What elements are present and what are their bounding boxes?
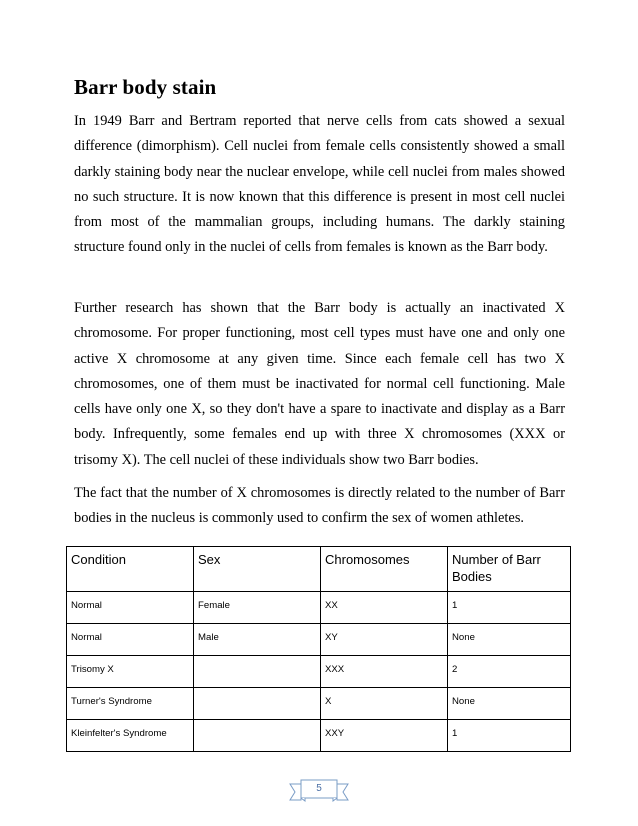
paragraph-1: In 1949 Barr and Bertram reported that nerve cells from cats showed a sexual difference (dimorphism). Cell nuclei from female cells consistently showed a small darkly staining body near the nuclear envelope, while cell nuclei from males showed no such structure. It is now known that this difference is present in most cell nuclei from most of the mammalian groups, including humans. The darkly staining structure found only in the nuclei of cells from females is known as the Barr body.: [74, 113, 565, 256]
cell-chromosomes: XX: [321, 592, 448, 624]
cell-chromosomes: X: [321, 688, 448, 720]
page-number-ribbon: [289, 778, 349, 802]
header-barr-bodies: Number of Barr Bodies: [448, 547, 571, 592]
paragraph-3: The fact that the number of X chromosomes is directly related to the number of Barr bodies in the nucleus is commonly used to confirm the sex of women athletes.: [74, 485, 565, 527]
header-condition: Condition: [67, 547, 194, 592]
cell-sex: [194, 720, 321, 752]
cell-sex: [194, 688, 321, 720]
table-row: [67, 720, 571, 752]
cell-condition: Trisomy X: [67, 656, 194, 688]
cell-chromosomes: XXX: [321, 656, 448, 688]
cell-sex: [194, 656, 321, 688]
table-row: [67, 592, 571, 624]
header-chromosomes: Chromosomes: [321, 547, 448, 592]
table-row: [67, 688, 571, 720]
cell-condition: Normal: [67, 624, 194, 656]
cell-chromosomes: XY: [321, 624, 448, 656]
barr-body-table: [66, 546, 571, 752]
table-row: [67, 624, 571, 656]
cell-barr-bodies: None: [448, 688, 571, 720]
table-row: [67, 656, 571, 688]
header-sex: Sex: [194, 547, 321, 592]
cell-sex: Female: [194, 592, 321, 624]
cell-sex: Male: [194, 624, 321, 656]
document-title: Barr body stain: [74, 75, 217, 99]
cell-condition: Kleinfelter's Syndrome: [67, 720, 194, 752]
page-number: 5: [316, 783, 322, 794]
cell-barr-bodies: None: [448, 624, 571, 656]
cell-condition: Turner's Syndrome: [67, 688, 194, 720]
cell-barr-bodies: 2: [448, 656, 571, 688]
cell-barr-bodies: 1: [448, 592, 571, 624]
cell-chromosomes: XXY: [321, 720, 448, 752]
table-header-row: [67, 547, 571, 592]
cell-condition: Normal: [67, 592, 194, 624]
cell-barr-bodies: 1: [448, 720, 571, 752]
paragraph-2: Further research has shown that the Barr body is actually an inactivated X chromosome. For proper functioning, most cell types must have one and only one active X chromosome at any given time. Since each female cell has two X chromosomes, one of them must be inactivated for normal cell functioning. Male cells have only one X, so they don't have a spare to inactivate and display as a Barr body. Infrequently, some females end up with three X chromosomes (XXX or trisomy X). The cell nuclei of these individuals show two Barr bodies.: [74, 300, 565, 468]
